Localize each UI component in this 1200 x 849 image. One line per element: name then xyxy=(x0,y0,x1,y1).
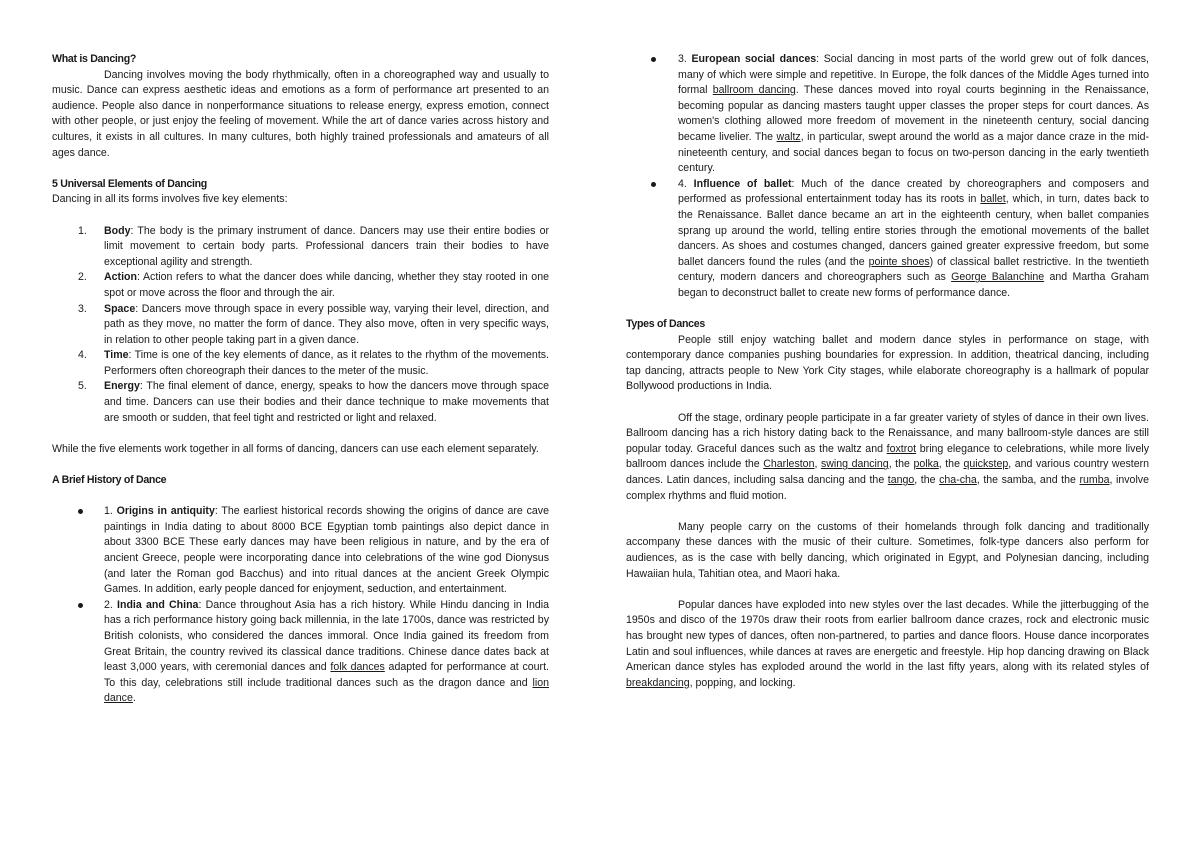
pointe-shoes-link[interactable]: pointe shoes xyxy=(868,255,930,268)
lion-dance-link[interactable]: lion dance xyxy=(104,676,549,705)
what-is-dancing-heading: What is Dancing? xyxy=(52,53,137,65)
tango-link[interactable]: tango xyxy=(887,474,915,487)
charleston-link[interactable]: Charleston xyxy=(763,458,815,471)
list-item: 4. Time: Time is one of the key elements of dance, as it relates to the rhythm of the movements. Performers often choreograph their dances to the meter of the music. xyxy=(78,349,549,377)
list-item: 2. India and China: Dance throughout Asia has a rich history. While Hindu dancing in India has a rich performance history going back millennia, in the late 1700s, dance was restricted by British colonists, who considered the dances immoral. Once India gained its freedom from Great Britain, the country revived its classical dance traditions. Chinese dance dates back at least 3,000 years, with ceremonial dances and folk dances adapted for performance at court. To this day, celebrations still include traditional dances such as the dragon dance and lion dance. xyxy=(52,598,549,707)
history-list-right xyxy=(651,52,1149,302)
ballroom-dancing-link[interactable]: ballroom dancing xyxy=(712,84,796,97)
history-heading: A Brief History of Dance xyxy=(52,474,167,487)
right-column xyxy=(626,52,1149,691)
list-item: 1. Origins in antiquity: The earliest historical records showing the origins of dance are cave paintings in India dating to about 8000 BCE Egyptian tomb paintings also depict dance in about 3300 BCE These early dances may have been religious in nature, and by the era of ancient Greece, people were incorporating dance into celebrations of the wine god Dionysus (and later the Roman god Bacchus) and into ritual dances at the ancient Greek Olympic Games. In addition, early people danced for enjoyment, seduction, and entertainment. xyxy=(52,504,549,598)
list-item: 2. Action: Action refers to what the dancer does while dancing, whether they stay rooted in one spot or move across the floor and through the air. xyxy=(78,271,549,299)
swing-dancing-link[interactable]: swing dancing xyxy=(820,458,889,471)
quickstep-link[interactable]: quickstep xyxy=(963,458,1009,471)
types-paragraph-4: Popular dances have exploded into new styles over the last decades. While the jitterbugging of the 1950s and disco of the 1970s draw their roots from earlier ballroom dance crazes, rock and electronic music has brought new types of dances, often non-partnered, to parties and dance floors. House dance incorporates Latin and soul influences, while dances at raves are energetic and freestyle. Hip hop dancing drawing on Black American dance styles has exploded around the world in the last fifty years, along with its related styles of breakdancing, popping, and locking. xyxy=(626,598,1149,689)
bullet-icon xyxy=(651,182,656,187)
list-item: 1. Body: The body is the primary instrument of dance. Dancers may use their entire bodies or limit movement to certain body parts. Professional dancers train their bodies to have exceptional agility and strength. xyxy=(78,224,549,268)
what-is-dancing-paragraph: Dancing involves moving the body rhythmically, often in a choreographed way and usually to music. Dance can express aesthetic ideas and emotions as a form of performance art presented to an audience. People also dance in nonperformance situations to release energy, express emotion, connect with other people, or just enjoy the feeling of movement. While the art of dance varies across history and cultures, it exists in all cultures. In many cultures, both highly trained professionals and amateurs of all ages dance. xyxy=(52,68,549,159)
folk-dances-link[interactable]: folk dances xyxy=(330,661,385,674)
rumba-link[interactable]: rumba xyxy=(1079,474,1110,487)
left-column xyxy=(52,52,549,707)
foxtrot-link[interactable]: foxtrot xyxy=(886,442,917,455)
george-balanchine-link[interactable]: George Balanchine xyxy=(951,271,1045,284)
bullet-icon xyxy=(78,603,83,608)
elements-list xyxy=(52,224,549,427)
list-item: 4. Influence of ballet: Much of the dance created by choreographers and composers and performed as professional entertainment today has its roots in ballet, which, in turn, dates back to the Renaissance. Ballet dance became an art in the eighteenth century, when ballet companies sprang up around the world, telling entire stories through the emotional movements of the ballet dancers. As shoes and costumes changed, dancers gained greater expressive freedom, but some ballet dancers found the rules (and the pointe shoes) of classical ballet restrictive. In the twentieth century, modern dancers and choreographers such as George Balanchine and Martha Graham began to deconstruct ballet to create new forms of performance dance. xyxy=(651,177,1149,302)
waltz-link[interactable]: waltz xyxy=(776,130,801,143)
types-paragraph-1: People still enjoy watching ballet and modern dance styles in performance on stage, with contemporary dance companies pushing boundaries for expression. In addition, theatrical dancing, including tap dancing, attracts people to New York City stages, while elaborate choreography is a hallmark of popular Bollywood productions in India. xyxy=(626,333,1149,393)
elements-heading: 5 Universal Elements of Dancing xyxy=(52,177,207,190)
polka-link[interactable]: polka xyxy=(913,458,939,471)
list-item: 3. European social dances: Social dancing in most parts of the world grew out of folk dances, many of which were simple and repetitive. In Europe, the folk dances of the Middle Ages turned into formal ballroom dancing. These dances moved into royal courts beginning in the Renaissance, becoming popular as dancing masters taught upper classes the proper steps for court dances. As women's clothing allowed more freedom of movement in the nineteenth century, social dancing became livelier. The waltz, in particular, swept around the world as a major dance craze in the mid-nineteenth century, and social dances began to focus on two-person dancing in the early twentieth century. xyxy=(651,52,1149,177)
elements-intro: Dancing in all its forms involves five key elements: xyxy=(52,193,288,206)
types-paragraph-2: Off the stage, ordinary people participate in a far greater variety of styles of dance in their own lives. Ballroom dancing has a rich history dating back to the Renaissance, and many ballroom-style dances are still popular today. Graceful dances such as the waltz and foxtrot bring elegance to celebrations, while more lively ballroom dances include the Charleston, swing dancing, the polka, the quickstep, and various country western dances. Latin dances, including salsa dancing and the tango, the cha-cha, the samba, and the rumba, involve complex rhythms and fluid motion. xyxy=(626,411,1150,502)
elements-outro: While the five elements work together in all forms of dancing, dancers can use each element separately. xyxy=(52,442,539,455)
ballet-link[interactable]: ballet xyxy=(980,193,1006,206)
list-item: 3. Space: Dancers move through space in every possible way, varying their level, direction, and path as they move, no matter the form of dance. They also move, often in very specific ways, in relation to other people taking part in a given dance. xyxy=(78,302,549,346)
list-item: 5. Energy: The final element of dance, energy, speaks to how the dancers move through space and time. Dancers can use their bodies and their dance technique to make movements that are smooth or sudden, that feel tight and restricted or light and relaxed. xyxy=(78,380,549,424)
history-list-left xyxy=(52,504,549,707)
breakdancing-link[interactable]: breakdancing xyxy=(626,676,690,689)
cha-cha-link[interactable]: cha-cha xyxy=(939,474,977,487)
types-heading: Types of Dances xyxy=(626,318,705,331)
bullet-icon xyxy=(651,57,656,62)
bullet-icon xyxy=(78,509,83,514)
types-paragraph-3: Many people carry on the customs of their homelands through folk dancing and traditionally accompany these dances with the music of their culture. Sometimes, folk-type dancers also perform for audiences, as is the case with belly dancing, which originated in Egypt, and Polynesian dancing, including Hawaiian hula, Tahitian otea, and Maori haka. xyxy=(626,520,1149,580)
